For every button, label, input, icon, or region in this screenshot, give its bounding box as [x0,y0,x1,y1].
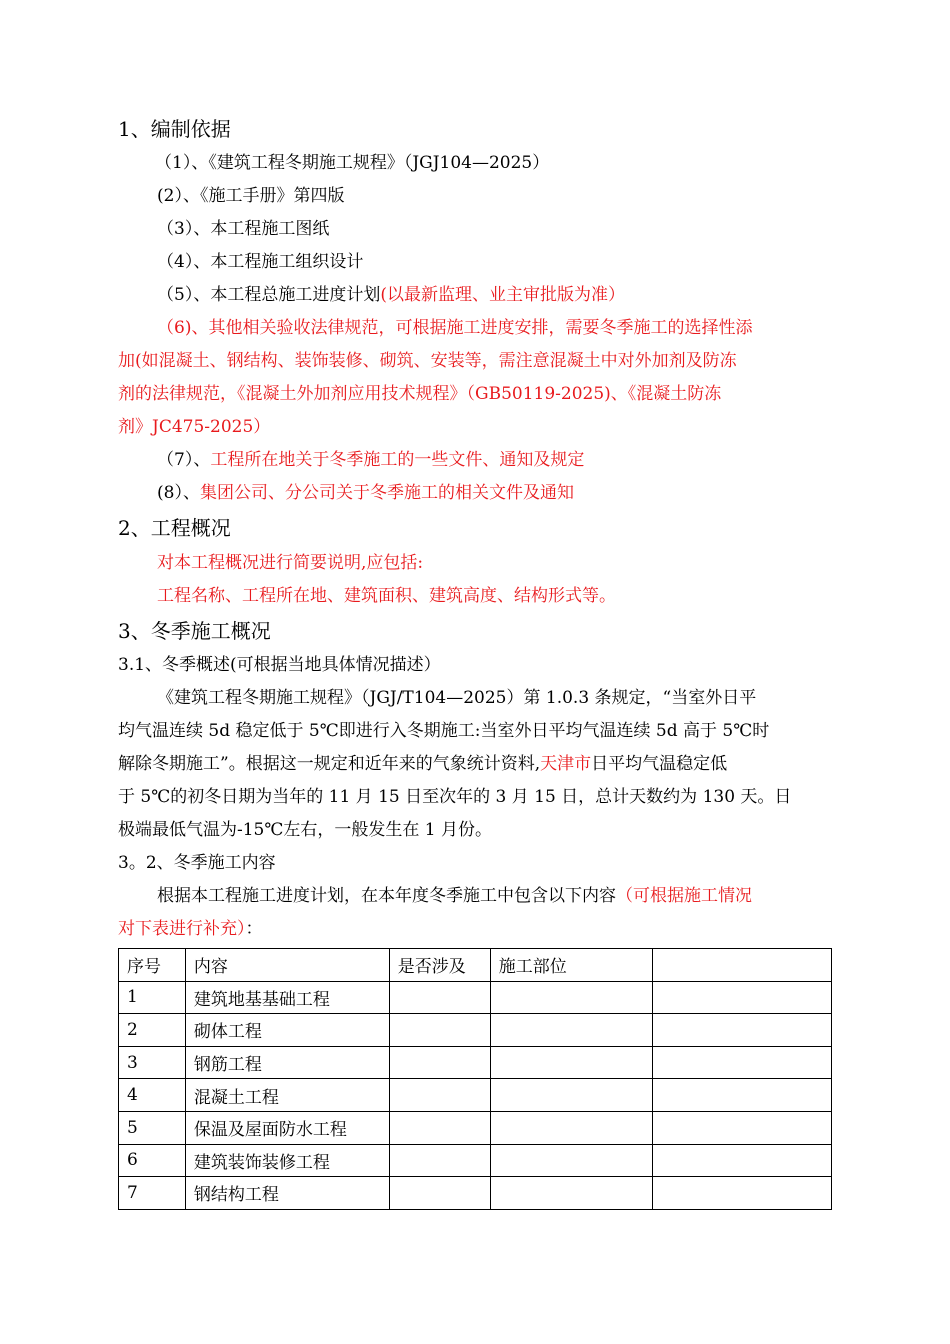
basis-item-6-line-3: 剂的法律规范，《混凝土外加剂应用技术规程》（GB50119-2025)、《混凝土防冻 [118,384,722,404]
row-extra [653,981,832,1014]
row-content: 钢结构工程 [185,1177,389,1210]
section-2-title: 2、工程概况 [118,516,231,540]
basis-item-7 [157,449,584,471]
row-seq: 5 [119,1111,186,1144]
row-location [490,1079,653,1112]
row-location [490,1111,653,1144]
table-row [119,1144,832,1177]
row-content: 建筑装饰装修工程 [185,1144,389,1177]
row-extra [653,1014,832,1047]
content-para-note: （可根据施工情况 [616,886,752,906]
content-para-text: 根据本工程施工进度计划，在本年度冬季施工中包含以下内容 [157,886,616,906]
row-content: 砌体工程 [185,1014,389,1047]
row-location [490,981,653,1014]
basis-item-7-text: 工程所在地关于冬季施工的一些文件、通知及规定 [210,450,585,470]
basis-item-4: （4）、本工程施工组织设计 [157,252,364,272]
table-row [119,1014,832,1047]
row-location [490,1014,653,1047]
row-location [490,1177,653,1210]
basis-item-8 [157,482,574,504]
header-blank [653,949,832,982]
row-extra [653,1079,832,1112]
table-row [119,1111,832,1144]
basis-item-8-num: (8）、 [157,483,200,503]
basis-item-5 [157,284,625,306]
row-content: 建筑地基基础工程 [185,981,389,1014]
content-para-colon: ： [245,919,263,939]
header-content: 内容 [185,949,389,982]
city-name: 天津市 [540,754,592,774]
table-row [119,1177,832,1210]
row-seq: 6 [119,1144,186,1177]
winter-work-table [118,948,832,1210]
row-involved [389,1144,490,1177]
table-row [119,1046,832,1079]
row-involved [389,1079,490,1112]
basis-item-5-text: （5）、本工程总施工进度计划 [157,285,381,305]
row-content: 混凝土工程 [185,1079,389,1112]
basis-item-5-note: (以最新监理、业主审批版为准） [380,285,625,305]
header-seq: 序号 [119,949,186,982]
row-extra [653,1111,832,1144]
basis-item-6-line-1: （6)、其他相关验收法律规范，可根据施工进度安排，需要冬季施工的选择性添 [157,318,753,338]
row-location [490,1046,653,1079]
basis-item-1: （1）、《建筑工程冬期施工规程》（JGJ104—2025） [155,153,550,173]
row-seq: 3 [119,1046,186,1079]
subsection-3-1: 3.1、冬季概述(可根据当地具体情况描述） [118,655,441,675]
winter-para-line-5: 极端最低气温为-15℃左右，一般发生在 1 月份。 [118,820,493,840]
subsection-3-2: 3。2、冬季施工内容 [118,853,276,873]
table-header-row [119,949,832,982]
basis-item-6-line-4: 剂》JC475-2025） [118,417,271,437]
row-seq: 4 [119,1079,186,1112]
content-para-note-cont: 对下表进行补充） [118,919,246,939]
winter-para-line-3 [118,753,727,775]
row-involved [389,1177,490,1210]
row-seq: 7 [119,1177,186,1210]
winter-para-line-1: 《建筑工程冬期施工规程》（JGJ/T104—2025）第 1.0.3 条规定，“当室外日平 [157,688,757,708]
table-row [119,981,832,1014]
basis-item-8-text: 集团公司、分公司关于冬季施工的相关文件及通知 [199,483,574,503]
winter-para-line-3-rest: 日平均气温稳定低 [591,754,728,774]
basis-item-7-num: （7）、 [157,450,211,470]
row-location [490,1144,653,1177]
header-location: 施工部位 [490,949,653,982]
row-involved [389,1046,490,1079]
table-row [119,1079,832,1112]
winter-para-line-2: 均气温连续 5d 稳定低于 5℃即进行入冬期施工:当室外日平均气温连续 5d 高于 5℃时 [118,721,770,741]
basis-item-6-line-2: 加(如混凝土、钢结构、装饰装修、砌筑、安装等，需注意混凝土中对外加剂及防冻 [118,351,737,371]
row-content: 钢筋工程 [185,1046,389,1079]
row-extra [653,1177,832,1210]
winter-para-line-4: 于 5℃的初冬日期为当年的 11 月 15 日至次年的 3 月 15 日，总计天数约为 130 天。日 [118,787,792,807]
content-para-line-2 [118,918,263,940]
row-seq: 1 [119,981,186,1014]
basis-item-3: （3）、本工程施工图纸 [157,219,330,239]
section-3-title: 3、冬季施工概况 [118,619,271,643]
row-content: 保温及屋面防水工程 [185,1111,389,1144]
header-involved: 是否涉及 [389,949,490,982]
overview-line-2: 工程名称、工程所在地、建筑面积、建筑高度、结构形式等。 [157,586,616,606]
overview-line-1: 对本工程概况进行简要说明,应包括: [157,553,424,573]
row-extra [653,1144,832,1177]
row-extra [653,1046,832,1079]
row-involved [389,981,490,1014]
content-para-line-1 [157,885,752,907]
row-seq: 2 [119,1014,186,1047]
basis-item-2: (2）、《施工手册》第四版 [157,186,345,206]
row-involved [389,1014,490,1047]
winter-para-line-3-text: 解除冬期施工”。根据这一规定和近年来的气象统计资料, [118,754,541,774]
row-involved [389,1111,490,1144]
section-1-title: 1、编制依据 [118,117,231,141]
